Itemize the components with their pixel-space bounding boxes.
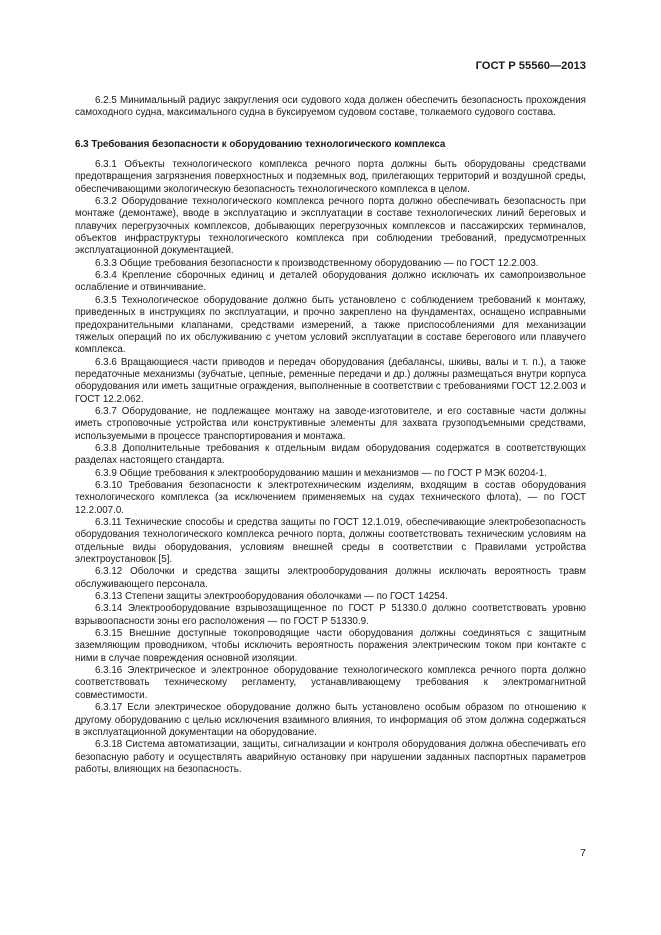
paragraph-6-3-12: 6.3.12 Оболочки и средства защиты электрооборудования должны исключать вероятность травм обслуживающего персонала. <box>75 566 586 590</box>
document-body <box>75 95 586 776</box>
paragraph-6-3-16: 6.3.16 Электрическое и электронное оборудование технологического комплекса речного порта должно соответствовать техническому регламенту, устанавливающему требования к электромагнитной совместимости. <box>75 665 586 701</box>
paragraph-6-3-2: 6.3.2 Оборудование технологического комплекса речного порта должно обеспечивать безопасность при монтаже (демонтаже), вводе в эксплуатацию и эксплуатации в составе технологических линий береговых и плавучих перегрузочных комплексов, добывающих перегрузочных комплексов и пассажирских терминалов, объектов инфраструктуры технологического комплекса при соблюдении требований, предусмотренных эксплуатационной документацией. <box>75 196 586 257</box>
paragraph-6-2-5: 6.2.5 Минимальный радиус закругления оси судового хода должен обеспечить безопасность прохождения самоходного судна, максимального судна в буксируемом судовом составе, толкаемого судового состава. <box>75 95 586 119</box>
section-title: 6.3 Требования безопасности к оборудованию технологического комплекса <box>75 138 446 150</box>
paragraph-6-3-7: 6.3.7 Оборудование, не подлежащее монтажу на заводе-изготовителе, и его составные части должны иметь строповочные устройства или конструктивные элементы для захвата грузоподъемными средствами, используемыми в процессе транспортирования и монтажа. <box>75 405 586 442</box>
paragraph-6-3-17: 6.3.17 Если электрическое оборудование должно быть установлено особым образом по отношению к другому оборудованию с целью исключения взаимного влияния, то информация об этом должна содержаться в эксплуатационной документации на оборудование. <box>75 702 586 738</box>
paragraph-6-3-1: 6.3.1 Объекты технологического комплекса речного порта должны быть оборудованы средствами предотвращения загрязнения поверхностных и подземных вод, прилегающих территорий и воздушной среды, обеспечивающими экологическую безопасность технологического комплекса в целом. <box>75 159 586 195</box>
page-number: 7 <box>580 847 586 859</box>
paragraph-6-3-10: 6.3.10 Требования безопасности к электротехническим изделиям, входящим в состав оборудования технологического комплекса (за исключением применяемых на судах технического флота), — по ГОСТ 12.2.007.0. <box>75 479 586 516</box>
paragraph-6-3-8: 6.3.8 Дополнительные требования к отдельным видам оборудования содержатся в соответствующих разделах настоящего стандарта. <box>75 442 586 467</box>
paragraph-6-3-6: 6.3.6 Вращающиеся части приводов и передач оборудования (дебалансы, шкивы, валы и т. п.), а также передаточные механизмы (зубчатые, цепные, ременные передачи и др.) должны размещаться внутри корпуса оборудования или иметь защитные ограждения, выполненные в соответствии с требованиями ГОСТ 12.2.003 и ГОСТ 12.2.062. <box>75 356 586 405</box>
paragraph-6-3-5: 6.3.5 Технологическое оборудование должно быть установлено с соблюдением требований к монтажу, приведенных в инструкциях по эксплуатации, и прочно закреплено на фундаментах, оснащено исправными предохранительными клапанами, средствами измерений, а также приспособлениями для механизации тяжелых операций по их обслуживанию с учетом условий эксплуатации в составе берегового или плавучего комплекса. <box>75 294 586 356</box>
paragraph-6-3-3: 6.3.3 Общие требования безопасности к производственному оборудованию — по ГОСТ 12.2.003. <box>95 257 539 269</box>
paragraph-6-3-18: 6.3.18 Система автоматизации, защиты, сигнализации и контроля оборудования должна обеспечивать его безопасную работу и осуществлять аварийную остановку при нарушении заданных паспортных параметров работы, влияющих на безопасность. <box>75 739 586 775</box>
paragraph-6-3-11: 6.3.11 Технические способы и средства защиты по ГОСТ 12.1.019, обеспечивающие электробезопасность оборудования технологического комплекса речного порта, должны соответствовать техническим условиям на отдельные виды оборудования, условиям внешней среды в соответствии с Правилами устройства электроустановок [5]. <box>75 517 586 566</box>
paragraph-6-3-15: 6.3.15 Внешние доступные токопроводящие части оборудования должны соединяться с защитным заземляющим проводником, чтобы исключить вероятность поражения электрическим током при контакте с ними в случае повреждения основной изоляции. <box>75 628 586 664</box>
standard-code-header: ГОСТ Р 55560—2013 <box>475 60 586 72</box>
paragraph-6-3-13: 6.3.13 Степени защиты электрооборудования оболочками — по ГОСТ 14254. <box>95 591 448 603</box>
paragraph-6-3-4: 6.3.4 Крепление сборочных единиц и деталей оборудования должно исключать их самопроизвольное ослабление и отвинчивание. <box>75 270 586 294</box>
paragraph-6-3-14: 6.3.14 Электрооборудование взрывозащищенное по ГОСТ Р 51330.0 должно соответствовать уровню взрывоопасности зоны его расположения — по ГОСТ Р 51330.9. <box>75 603 586 627</box>
paragraph-6-3-9: 6.3.9 Общие требования к электрооборудованию машин и механизмов — по ГОСТ Р МЭК 60204-1. <box>95 467 547 479</box>
